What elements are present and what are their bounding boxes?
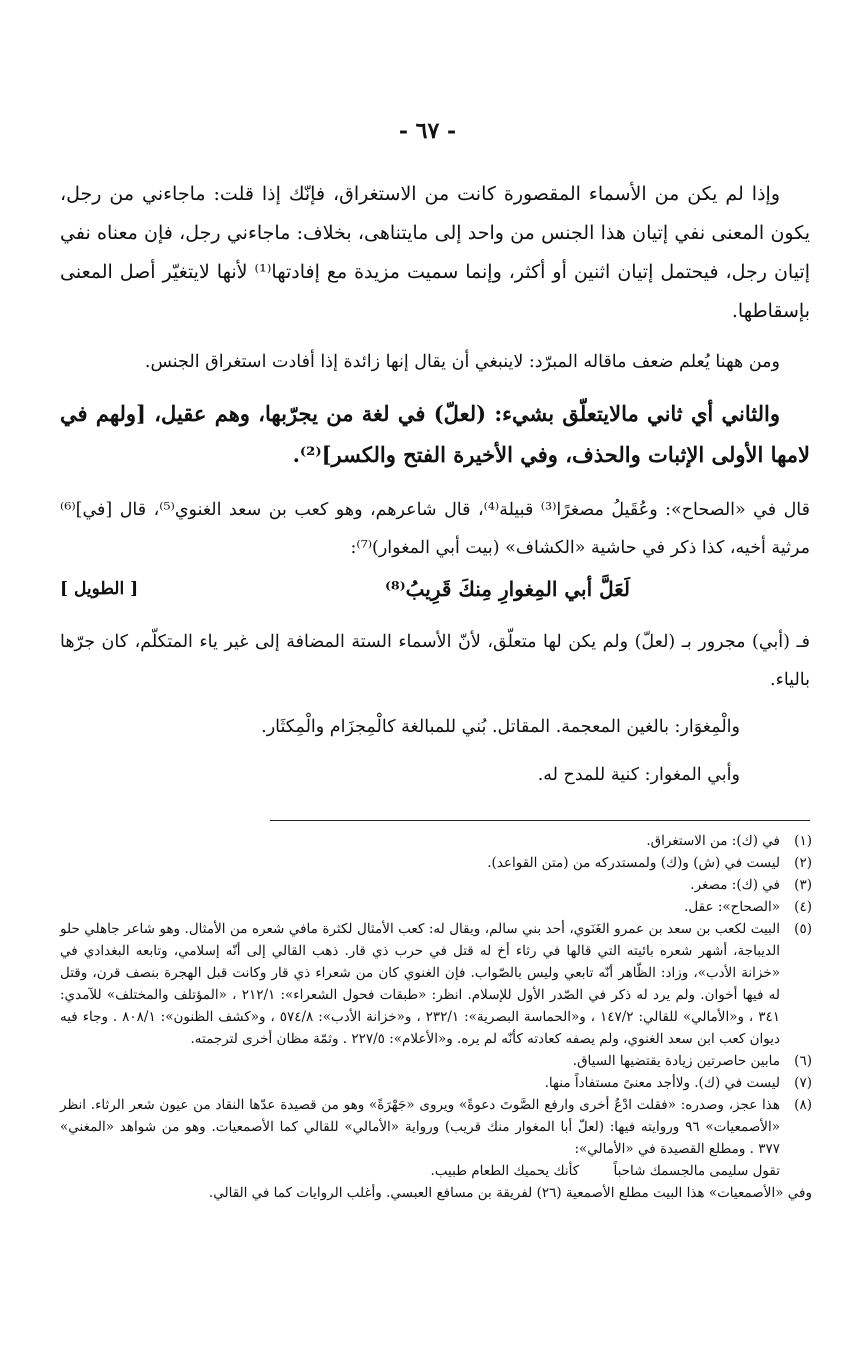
- footnote-closing: [60, 1182, 812, 1204]
- paragraph-6: والْمِغوَار: بالغين المعجمة. المقاتل. بُني للمبالغة كالْمِجزَام والْمِكثَار.: [261, 717, 740, 737]
- verse-row: [60, 571, 810, 615]
- poetry-verse: لَعَلَّ أبي المِغوارِ مِنكَ قَرِيبُ⁽⁸⁾: [384, 577, 630, 601]
- footnote-number: (١): [794, 833, 812, 849]
- page-number: - ٦٧ -: [398, 118, 457, 144]
- footnote-text: في (ك): مصغر.: [690, 877, 780, 893]
- footnote: [60, 1072, 812, 1094]
- footnote: [60, 1094, 812, 1160]
- footnote-number: (٢): [794, 855, 812, 871]
- footnote-text: ليست في (ش) و(ك) ولمستدركه من (متن القواعد).: [487, 855, 780, 871]
- paragraph-5: فـ (أبي) مجرور بـ (لعلّ) ولم يكن لها متعلّق، لأنّ الأسماء الستة المضافة إلى غير ياء المتكلّم، كان جرّها بالياء.: [60, 632, 810, 690]
- footnote-number: (٦): [794, 1053, 812, 1069]
- footnote: [60, 874, 812, 896]
- paragraph-7: وأبي المغوار: كنية للمدح له.: [537, 765, 740, 785]
- footnote-number: (٨): [794, 1097, 812, 1113]
- main-text: [60, 110, 810, 797]
- footnote-closing-text: وفي «الأصمعيات» هذا البيت مطلع الأصمعية (٢٦) لفريقة بن مسافع العبسي. وأغلب الروايات كما في القالي.: [208, 1185, 812, 1201]
- footnote-number: (٤): [794, 899, 812, 915]
- footnote: [60, 896, 812, 918]
- footnote-number: (٧): [794, 1075, 812, 1091]
- footnote: [60, 852, 812, 874]
- footnote: [60, 830, 812, 852]
- poem-hemistich-left: كأنك يحميك الطعام طبيب.: [430, 1163, 580, 1179]
- footnote-text: ليست في (ك). ولاأجد معنىً مستفاداً منها.: [544, 1075, 780, 1091]
- footnote: [60, 1050, 812, 1072]
- footnote-text: البيت لكعب بن سعد بن عمرو الغَنَوي، أحد بني سالم، ويقال له: كعب الأمثال لكثرة مافي شعره من الأمثال. وهو شاعر جاهلي حلو الديباجة، أشهر شعره بائيته التي قالها في رثاء أخ له قتل في حرب ذي قار. ذهب القالي إلى أنّه إسلامي، وتابعه البغدادي في «خزانة الأدب»، وزاد: الظّاهر أنّه تابعي وليس بالصّواب. فإن الغنوي كان من شعراء ذي قار وكانت قبل الهجرة بنصف قرن، وقتل له فيها أخوان. ولم يرد له ذكر في الصّدر الأول للإسلام. انظر: «طبقات فحول الشعراء»: ٢١٢/١ ، «المؤتلف والمختلف» للآمدي: ٣٤١ ، و«الأمالي» للقالي: ١٤٧/٢ ، و«الحماسة البصرية»: ٢٣٢/١ ، و«خزانة الأدب»: ٥٧٤/٨ ، و«كشف الظنون»: ٨٠٨/١ . وجاء فيه ديوان كعب ابن سعد الغنوي، ولم يصفه كعادته كأنّه لم يره. و«الأعلام»: ٢٢٧/٥ . وثمّة مظان أخرى لترجمته.: [60, 921, 781, 1047]
- footnote-number: (٣): [794, 877, 812, 893]
- footnote-divider: [270, 820, 810, 821]
- paragraph-4: قال في «الصحاح»: وعُقَيلُ مصغرًا⁽³⁾ قبيلة⁽⁴⁾، قال شاعرهم، وهو كعب بن سعد الغنوي⁽⁵⁾، قال [في]⁽⁶⁾ مرثية أخيه، كذا ذكر في حاشية «الكشاف» (بيت أبي المغوار)⁽⁷⁾:: [60, 500, 811, 558]
- poem-hemistich-right: تقول سليمى مالجسمك شاحباً: [613, 1163, 780, 1179]
- footnote-number: (٥): [794, 921, 812, 937]
- paragraph-2: ومن ههنا يُعلم ضعف ماقاله المبرّد: لاينبغي أن يقال إنها زائدة إذا أفادت استغراق الجنس.: [144, 352, 780, 372]
- footnote-text: هذا عجز، وصدره: «فقلت ادْعُ أخرى وارفع الصَّوتَ دعوةً» ويروى «جَهْرَةً» وهو من قصيدة عدّها النقاد من عيون شعر الرثاء. انظر «الأصمعيات» ٩٦ وروايته فيها: (لعلّ أبا المغوار منك قريب) ورواية «الأمالي» للقالي كما الأصمعيات. وهو من شواهد «المغني» ٣٧٧ . ومطلع القصيدة في «الأمالي»:: [60, 1097, 780, 1157]
- footnote-poem-line: [60, 1160, 812, 1182]
- footnote: [60, 918, 812, 1050]
- footnote-text: في (ك): من الاستغراق.: [646, 833, 780, 849]
- footnote-text: «الصحاح»: عقل.: [684, 899, 780, 915]
- footnotes: [60, 830, 812, 1204]
- paragraph-3: والثاني أي ثاني مالايتعلّق بشيء: (لعلّ) في لغة من يجرّبها، وهم عقيل، [ولهم في لامها الأولى الإثبات والحذف، وفي الأخيرة الفتح والكسر]⁽²⁾.: [60, 401, 810, 467]
- footnote-text: مابين حاصرتين زيادة يقتضيها السياق.: [572, 1053, 780, 1069]
- meter-label: [ الطويل ]: [60, 579, 139, 599]
- paragraph-1: وإذا لم يكن من الأسماء المقصورة كانت من الاستغراق، فإنّك إذا قلت: ماجاءني من رجل، يكون المعنى نفي إتيان هذا الجنس من واحد إلى مايتناهى، بخلاف: ماجاءني رجل، فإن معناه نفي إتيان رجل، فيحتمل إتيان اثنين أو أكثر، وإنما سميت مزيدة مع إفادتها⁽¹⁾ لأنها لايتغيّر أصل المعنى بإسقاطها.: [60, 183, 810, 322]
